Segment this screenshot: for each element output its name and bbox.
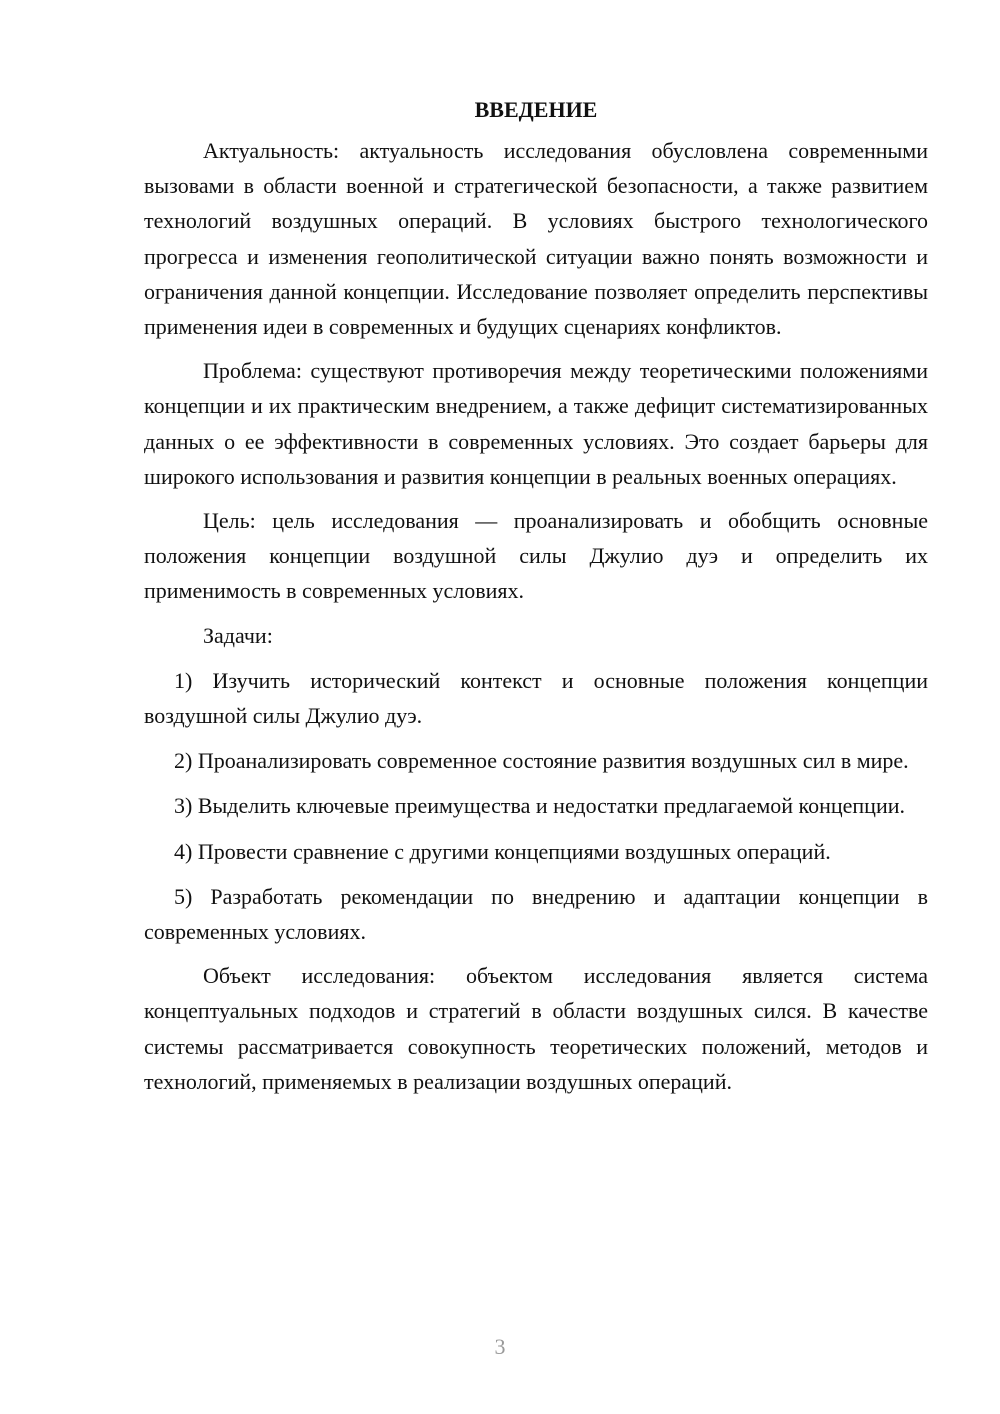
paragraph-relevance: Актуальность: актуальность исследования обусловлена современными вызовами в области военной и стратегической безопасности, а также развитием технологий воздушных операций. В условиях быстрого технологического прогресса и изменения геополитической ситуации важно понять возможности и ограничения данной концепции. Исследование позволяет определить перспективы применения идеи в современных и будущих сценариях конфликтов. — [144, 138, 928, 340]
tasks-list — [144, 663, 928, 949]
page-number: 3 — [494, 1334, 506, 1359]
task-item-5: 5) Разработать рекомендации по внедрению и адаптации концепции в современных условиях. — [144, 883, 928, 945]
task-item-1: 1) Изучить исторический контекст и основные положения концепции воздушной силы Джулио дуэ. — [144, 667, 928, 729]
paragraph-goal: Цель: цель исследования — проанализировать и обобщить основные положения концепции воздушной силы Джулио дуэ и определить их применимость в современных условиях. — [144, 508, 928, 604]
paragraph-problem: Проблема: существуют противоречия между теоретическими положениями концепции и их практическим внедрением, а также дефицит систематизированных данных о ее эффективности в современных условиях. Это создает барьеры для широкого использования и развития концепции в реальных военных операциях. — [144, 358, 928, 489]
task-item-2: 2) Проанализировать современное состояние развития воздушных сил в мире. — [174, 748, 909, 774]
page-content — [144, 93, 928, 1099]
task-item-3: 3) Выделить ключевые преимущества и недостатки предлагаемой концепции. — [174, 793, 905, 819]
section-title: ВВЕДЕНИЕ — [474, 97, 598, 122]
tasks-heading: Задачи: — [203, 622, 273, 648]
task-item-4: 4) Провести сравнение с другими концепциями воздушных операций. — [174, 838, 831, 864]
paragraph-object: Объект исследования: объектом исследования является система концептуальных подходов и стратегий в области воздушных сился. В качестве системы рассматривается совокупность теоретических положений, методов и технологий, применяемых в реализации воздушных операций. — [144, 963, 928, 1094]
